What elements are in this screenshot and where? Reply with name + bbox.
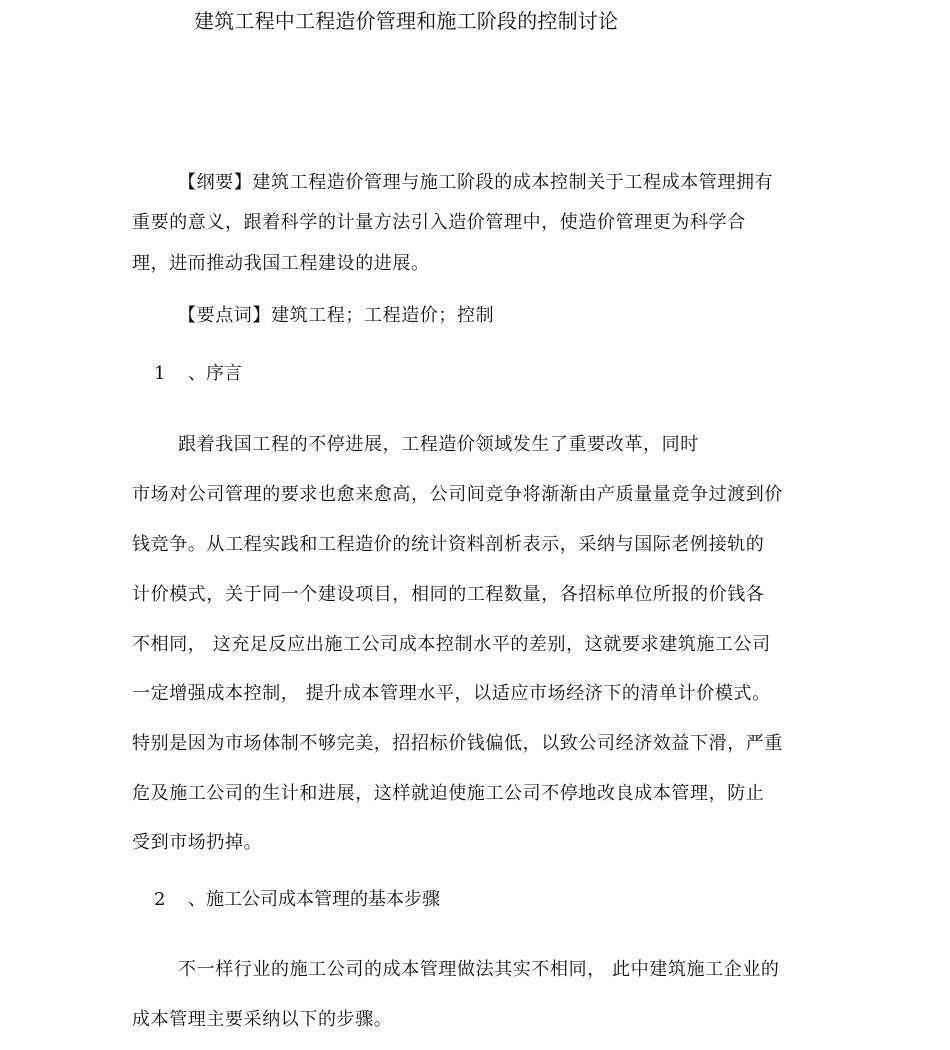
- body-line: 钱竞争。从工程实践和工程造价的统计资料剖析表示，采纳与国际老例接轨的: [132, 534, 765, 555]
- body-line: 受到市场扔掉。: [132, 832, 263, 853]
- keywords-line: 【要点词】建筑工程；工程造价；控制: [178, 305, 495, 326]
- body-line: 一定增强成本控制， 提升成本管理水平，以适应市场经济下的清单计价模式。: [132, 683, 771, 704]
- section-number: 1: [154, 363, 166, 384]
- body-line: 跟着我国工程的不停进展，工程造价领域发生了重要改革，同时: [178, 434, 699, 455]
- abstract-line: 【纲要】建筑工程造价管理与施工阶段的成本控制关于工程成本管理拥有: [178, 172, 774, 193]
- body-line: 市场对公司管理的要求也愈来愈高，公司间竞争将渐渐由产质量量竞争过渡到价: [132, 484, 783, 505]
- section-heading-1: [154, 361, 242, 387]
- abstract-line: 理，进而推动我国工程建设的进展。: [132, 253, 430, 274]
- section-heading-2: [154, 887, 440, 913]
- document-title: 建筑工程中工程造价管理和施工阶段的控制讨论: [194, 9, 619, 33]
- body-line: 特别是因为市场体制不够完美，招招标价钱偏低，以致公司经济效益下滑，严重: [132, 733, 783, 754]
- body-line: 不相同， 这充足反应出施工公司成本控制水平的差别，这就要求建筑施工公司: [132, 634, 771, 655]
- body-line: 不一样行业的施工公司的成本管理做法其实不相同， 此中建筑施工企业的: [178, 959, 780, 980]
- abstract-line: 重要的意义，跟着科学的计量方法引入造价管理中，使造价管理更为科学合: [132, 212, 746, 233]
- body-line: 危及施工公司的生计和进展，这样就迫使施工公司不停地改良成本管理，防止: [132, 783, 765, 804]
- body-line: 成本管理主要采纳以下的步骤。: [132, 1009, 393, 1030]
- section-title: 、施工公司成本管理的基本步骤: [188, 889, 440, 910]
- section-title: 、序言: [188, 363, 242, 384]
- body-line: 计价模式，关于同一个建设项目，相同的工程数量，各招标单位所报的价钱各: [132, 584, 765, 605]
- section-number: 2: [154, 889, 166, 910]
